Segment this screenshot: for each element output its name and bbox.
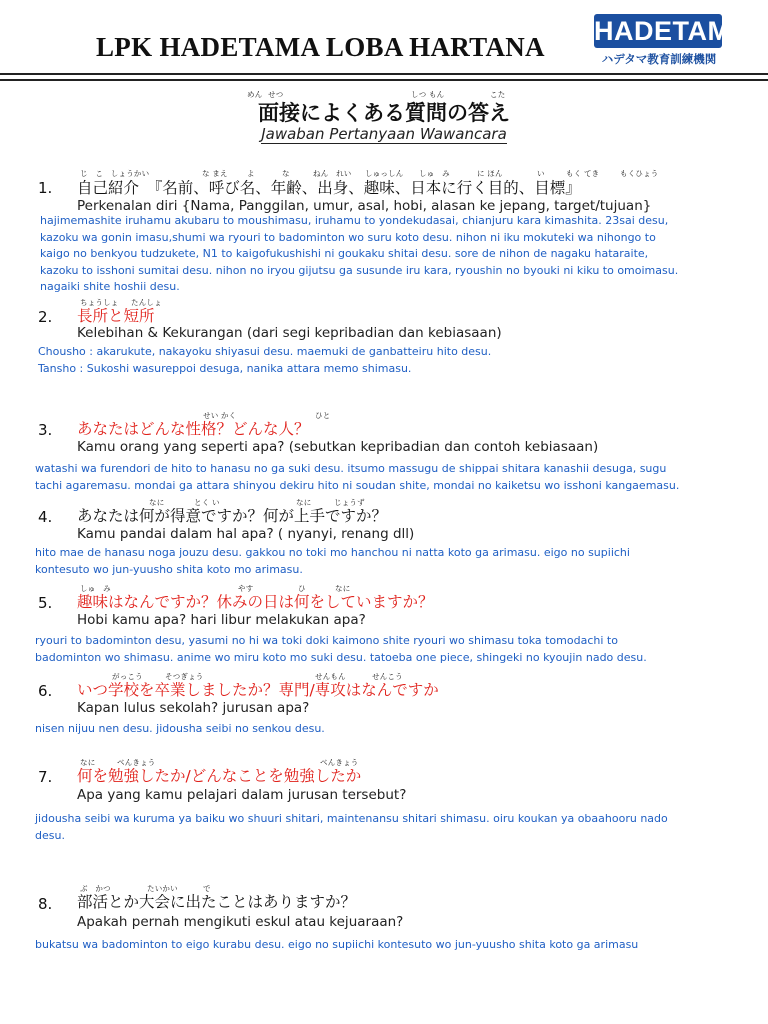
answer-line: kazoku wa gonin imasu,shumi wa ryouri to badominton wo suru koto desu. nihon ni iku mokuteki wa nihongo to xyxy=(40,230,656,244)
q1-furigana: ねん れい xyxy=(313,169,352,178)
q1-furigana: い xyxy=(537,169,545,178)
document-title: 面接によくある質問の答え xyxy=(258,101,510,125)
q4-furigana: なに xyxy=(149,498,165,507)
q4-furigana: なに xyxy=(296,498,312,507)
q2-subtitle: Kelebihan & Kekurangan (dari segi kepribadian dan kebiasaan) xyxy=(77,325,502,341)
q7-furigana: なに xyxy=(80,758,96,767)
q6-answer xyxy=(35,721,765,738)
q3-answer xyxy=(35,461,765,494)
q5-question: 趣味はなんですか？休みの日は何をしていますか？ xyxy=(77,593,434,611)
title-furigana: めん xyxy=(247,90,263,99)
title-furigana: こた xyxy=(490,90,506,99)
q1-furigana: じ こ しょうかい xyxy=(80,169,150,178)
q8-question: 部活とか大会に出たことはありますか？ xyxy=(77,893,357,911)
q7-answer xyxy=(35,811,765,844)
title-furigana: しつ もん xyxy=(411,90,445,99)
answer-line: jidousha seibi wa kuruma ya baiku wo shuuri shitari, maintenansu shitari shimasu. oiru koukan ya obaahooru nado xyxy=(35,812,668,825)
q4-question: あなたは何が得意ですか？何が上手ですか？ xyxy=(77,507,388,525)
answer-line: Chousho : akarukute, nakayoku shiyasui desu. maemuki de ganbatteiru hito desu. xyxy=(38,345,492,358)
q1-number: 1. xyxy=(38,179,53,197)
q4-answer xyxy=(35,545,765,578)
q6-question: いつ学校を卒業しましたか？専門/専攻はなんですか xyxy=(77,681,439,699)
q8-number: 8. xyxy=(38,895,53,913)
q5-furigana: やす xyxy=(238,584,254,593)
q8-subtitle: Apakah pernah mengikuti eskul atau kejuaraan? xyxy=(77,914,404,930)
answer-line: kaigo no benkyou tudzukete, N1 to kaigofukushishi ni goukaku shitai desu. sore de nihon de nagaku hataraite, xyxy=(40,247,649,261)
q1-furigana: しゅっしん xyxy=(365,169,404,178)
q1-question: 自己紹介 『名前、呼び名、年齢、出身、趣味、日本に行く目的、目標』 xyxy=(77,179,581,197)
q1-furigana: もくひょう xyxy=(620,169,659,178)
q6-furigana: がっこう xyxy=(112,672,143,681)
q4-furigana: じょうず xyxy=(334,498,365,507)
q8-furigana: で xyxy=(203,884,211,893)
q6-furigana: せんこう xyxy=(372,672,403,681)
q4-furigana: とく い xyxy=(194,498,220,507)
q2-furigana: たんしょ xyxy=(131,298,162,307)
document-subtitle: Jawaban Pertanyaan Wawancara xyxy=(261,125,507,143)
q5-number: 5. xyxy=(38,594,53,612)
q5-subtitle: Hobi kamu apa? hari libur melakukan apa? xyxy=(77,612,366,628)
hadetama-logo xyxy=(594,14,751,70)
q1-furigana: しゅ み xyxy=(419,169,450,178)
q3-number: 3. xyxy=(38,421,53,439)
answer-line: ryouri to badominton desu, yasumi no hi wa toki doki kaimono shite ryouri wo shimasu toka tomodachi to xyxy=(35,634,618,647)
q7-furigana: べんきょう xyxy=(320,758,359,767)
q7-question: 何を勉強したか/どんなことを勉強したか xyxy=(77,767,362,785)
q6-number: 6. xyxy=(38,682,53,700)
answer-line: Tansho : Sukoshi wasureppoi desuga, nanika attara memo shimasu. xyxy=(38,361,412,375)
q3-furigana: せい かく xyxy=(203,411,237,420)
q1-furigana: に ほん xyxy=(477,169,503,178)
logo-text: HADETAMA xyxy=(594,16,751,46)
q1-furigana: もく てき xyxy=(566,169,600,178)
document-subtitle-wrap xyxy=(0,125,768,143)
answer-line: kontesuto wo jun-yuusho shita koto mo arimasu. xyxy=(35,562,303,576)
q2-furigana: ちょうしょ xyxy=(80,298,119,307)
q2-answer xyxy=(38,344,768,377)
q1-furigana: な まえ xyxy=(202,169,228,178)
q1-subtitle: Perkenalan diri {Nama, Panggilan, umur, asal, hobi, alasan ke jepang, target/tujuan} xyxy=(77,198,652,214)
q7-furigana: べんきょう xyxy=(117,758,156,767)
q6-furigana: せんもん xyxy=(315,672,346,681)
q8-furigana: たいかい xyxy=(147,884,178,893)
q5-furigana: ひ xyxy=(298,584,306,593)
answer-line: tachi agaremasu. mondai ga attara shinyou dekiru hito ni soudan shite, mondai no kaiketsu wo isshoni kangaemasu. xyxy=(35,478,680,492)
answer-line: hito mae de hanasu noga jouzu desu. gakkou no toki mo hanchou ni natta koto ga arimasu. eigo no supiichi xyxy=(35,546,630,559)
q3-furigana: ひと xyxy=(315,411,331,420)
q5-furigana: なに xyxy=(335,584,351,593)
logo-subtext: ハデタマ教育訓練機関 xyxy=(601,52,717,66)
q2-question: 長所と短所 xyxy=(77,307,155,325)
answer-line: bukatsu wa badominton to eigo kurabu desu. eigo no supiichi kontesuto wo jun-yuusho shita koto ga arimasu xyxy=(35,938,639,951)
answer-line: desu. xyxy=(35,828,65,842)
q4-number: 4. xyxy=(38,508,53,526)
q8-answer xyxy=(35,937,765,954)
q7-number: 7. xyxy=(38,768,53,786)
answer-line: nagaiki shite hoshii desu. xyxy=(40,280,180,294)
answer-line: kazoku to isshoni sumitai desu. nihon no iryou gijutsu ga susunde iru kara, ryoushin no byouki ni kiku to omoimasu. xyxy=(40,263,679,277)
q1-answer xyxy=(40,213,768,296)
q7-subtitle: Apa yang kamu pelajari dalam jurusan tersebut? xyxy=(77,787,407,803)
q1-furigana: よ xyxy=(247,169,255,178)
q4-subtitle: Kamu pandai dalam hal apa? ( nyanyi, renang dll) xyxy=(77,526,415,542)
q5-furigana: しゅ み xyxy=(80,584,111,593)
header-title: LPK HADETAMA LOBA HARTANA xyxy=(96,32,545,62)
header-rule-top xyxy=(0,73,768,75)
q6-subtitle: Kapan lulus sekolah? jurusan apa? xyxy=(77,700,310,716)
q5-answer xyxy=(35,633,765,666)
title-furigana: せつ xyxy=(268,90,284,99)
q6-furigana: そつぎょう xyxy=(165,672,204,681)
answer-line: nisen nijuu nen desu. jidousha seibi no senkou desu. xyxy=(35,722,325,735)
answer-line: hajimemashite iruhamu akubaru to moushimasu, iruhamu to yondekudasai, chianjuru kara kimashita. 23sai desu, xyxy=(40,214,669,227)
answer-line: watashi wa furendori de hito to hanasu no ga suki desu. itsumo massugu de shippai shitara kanashii desuga, sugu xyxy=(35,462,667,475)
q3-question: あなたはどんな性格？どんな人？ xyxy=(77,420,310,438)
answer-line: badominton wo shimasu. anime wo miru koto mo suki desu. tatoeba one piece, shingeki no kyoujin nado desu. xyxy=(35,650,647,664)
q8-furigana: ぶ かつ xyxy=(80,884,111,893)
q2-number: 2. xyxy=(38,308,53,326)
q3-subtitle: Kamu orang yang seperti apa? (sebutkan kepribadian dan contoh kebiasaan) xyxy=(77,439,599,455)
q1-furigana: な xyxy=(282,169,290,178)
header-rule-bottom xyxy=(0,79,768,81)
